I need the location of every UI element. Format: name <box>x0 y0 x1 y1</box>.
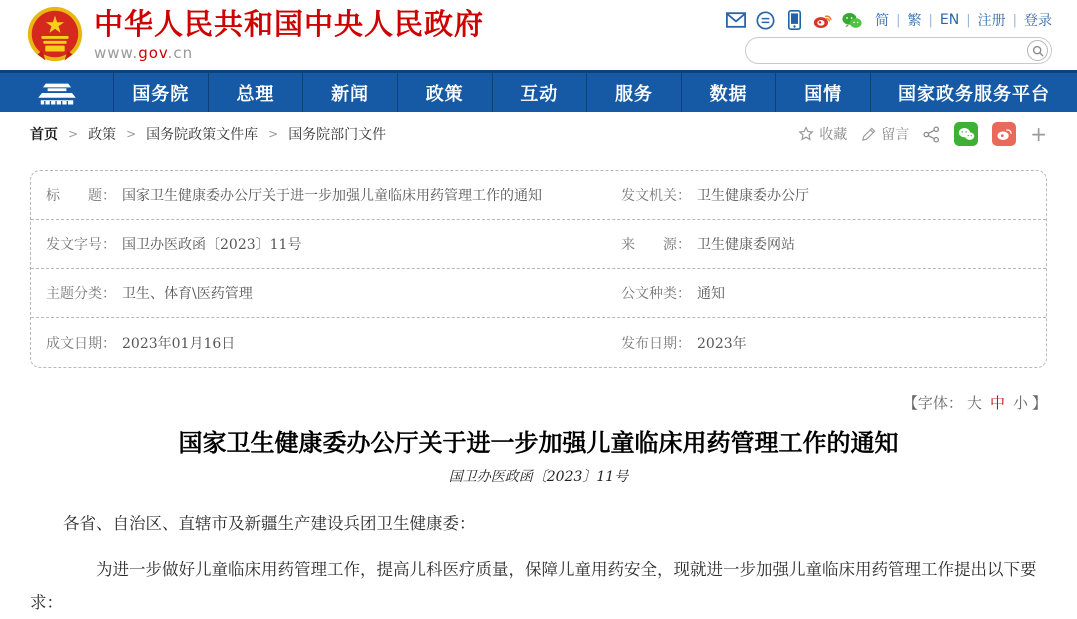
meta-value-title: 国家卫生健康委办公厅关于进一步加强儿童临床用药管理工作的通知 <box>122 188 542 204</box>
font-size-selector <box>0 392 1047 413</box>
nav-item-news[interactable]: 新闻 <box>302 73 397 112</box>
lang-traditional-link[interactable]: 繁 <box>907 13 922 29</box>
nav-item-interaction[interactable]: 互动 <box>492 73 587 112</box>
meta-value-doc-type: 通知 <box>697 286 725 302</box>
nav-item-data[interactable]: 数据 <box>681 73 776 112</box>
meta-label-doc-number: 发文字号： <box>46 237 116 253</box>
nav-item-policy[interactable]: 政策 <box>397 73 492 112</box>
nav-home-button[interactable] <box>0 73 113 112</box>
meta-row-dates <box>31 318 1046 367</box>
meta-value-category: 卫生、体育\医药管理 <box>122 286 253 302</box>
comment-button[interactable] <box>861 124 909 144</box>
article-body <box>30 508 1047 619</box>
weibo-icon[interactable] <box>813 10 833 30</box>
share-weibo-button[interactable] <box>992 122 1016 146</box>
breadcrumb <box>30 124 386 144</box>
mobile-icon[interactable] <box>784 10 804 30</box>
meta-label-category: 主题分类： <box>46 286 116 302</box>
article-title: 国家卫生健康委办公厅关于进一步加强儿童临床用药管理工作的通知 <box>178 428 899 457</box>
link-separator: | <box>966 12 971 28</box>
meta-label-publish-date: 发布日期： <box>621 335 691 352</box>
comment-label: 留言 <box>881 127 910 143</box>
site-url-prefix: www. <box>94 43 139 62</box>
meta-label-doc-type: 公文种类： <box>621 286 691 302</box>
share-wechat-button[interactable] <box>954 122 978 146</box>
favorite-button[interactable] <box>798 124 847 144</box>
meta-value-doc-number: 国卫办医政函〔2023〕11号 <box>122 237 302 253</box>
link-separator: | <box>896 12 901 28</box>
site-title: 中华人民共和国中央人民政府 <box>94 7 485 42</box>
star-icon <box>798 126 814 142</box>
meta-value-issuing-agency: 卫生健康委办公厅 <box>697 188 809 204</box>
breadcrumb-policy[interactable]: 政策 <box>88 127 117 143</box>
mail-icon[interactable] <box>726 10 746 30</box>
share-icon <box>923 126 940 143</box>
share-button[interactable] <box>923 126 940 143</box>
meta-value-source: 卫生健康委网站 <box>697 237 795 253</box>
nav-item-gov-service-platform[interactable]: 国家政务服务平台 <box>870 73 1077 112</box>
main-nav <box>0 70 1077 112</box>
meta-row-category-type <box>31 269 1046 318</box>
weibo-share-icon <box>996 127 1013 141</box>
site-url-suffix: .cn <box>167 43 194 62</box>
font-bar-label: 字体： <box>917 394 963 412</box>
meta-value-written-date: 2023年01月16日 <box>122 335 236 352</box>
article-doc-number: 国卫办医政函〔2023〕11号 <box>448 469 629 486</box>
article-paragraph: 为进一步做好儿童临床用药管理工作，提高儿科医疗质量，保障儿童用药安全，现就进一步加强儿童临床用药管理工作提出以下要求： <box>30 560 1037 612</box>
nav-item-premier[interactable]: 总理 <box>208 73 303 112</box>
breadcrumb-separator: > <box>126 127 137 141</box>
site-header <box>0 0 1077 70</box>
lang-simplified-link[interactable]: 简 <box>875 13 890 29</box>
wechat-icon[interactable] <box>842 10 862 30</box>
font-size-medium-button[interactable]: 中 <box>989 394 1005 412</box>
font-size-large-button[interactable]: 大 <box>966 394 982 412</box>
meta-label-title: 标 题： <box>46 188 116 204</box>
wechat-share-icon <box>958 127 975 141</box>
nav-item-national-conditions[interactable]: 国情 <box>775 73 870 112</box>
search-icon <box>1032 45 1044 57</box>
article-salutation: 各省、自治区、直辖市及新疆生产建设兵团卫生健康委： <box>63 514 476 534</box>
meta-label-issuing-agency: 发文机关： <box>621 188 691 204</box>
meta-row-title-agency <box>31 171 1046 220</box>
font-bar-close-bracket: 】 <box>1031 394 1047 412</box>
meta-label-source: 来 源： <box>621 237 691 253</box>
breadcrumb-separator: > <box>68 127 79 141</box>
national-emblem-icon <box>24 4 86 66</box>
nav-item-services[interactable]: 服务 <box>586 73 681 112</box>
breadcrumb-department-documents[interactable]: 国务院部门文件 <box>288 127 387 143</box>
site-url <box>94 44 484 62</box>
meta-row-number-source <box>31 220 1046 269</box>
link-separator: | <box>1012 12 1017 28</box>
lang-english-link[interactable]: EN <box>939 12 960 28</box>
nav-item-state-council[interactable]: 国务院 <box>113 73 208 112</box>
font-bar-open-bracket: 【 <box>902 394 918 412</box>
site-branding[interactable] <box>24 4 484 66</box>
search-box <box>745 37 1052 64</box>
more-share-button[interactable]: + <box>1030 122 1047 146</box>
breadcrumb-separator: > <box>268 127 279 141</box>
meta-label-written-date: 成文日期： <box>46 335 116 352</box>
login-link[interactable]: 登录 <box>1024 13 1052 29</box>
comment-icon[interactable] <box>755 10 775 30</box>
link-separator: | <box>928 12 933 28</box>
register-link[interactable]: 注册 <box>977 13 1006 29</box>
breadcrumb-row <box>0 112 1077 156</box>
breadcrumb-home[interactable]: 首页 <box>30 127 58 143</box>
document-meta-table <box>30 170 1047 368</box>
site-url-gov: gov <box>138 43 168 62</box>
meta-value-publish-date: 2023年 <box>697 335 747 352</box>
page-tools <box>798 122 1047 146</box>
search-button[interactable] <box>1027 40 1048 61</box>
font-size-small-button[interactable]: 小 <box>1012 394 1028 412</box>
tiananmen-icon <box>33 78 81 108</box>
breadcrumb-policy-library[interactable]: 国务院政策文件库 <box>146 127 259 143</box>
article <box>0 427 1077 619</box>
favorite-label: 收藏 <box>819 127 848 143</box>
pencil-icon <box>861 127 876 142</box>
quick-links <box>875 10 1052 30</box>
search-input[interactable] <box>749 41 1027 61</box>
